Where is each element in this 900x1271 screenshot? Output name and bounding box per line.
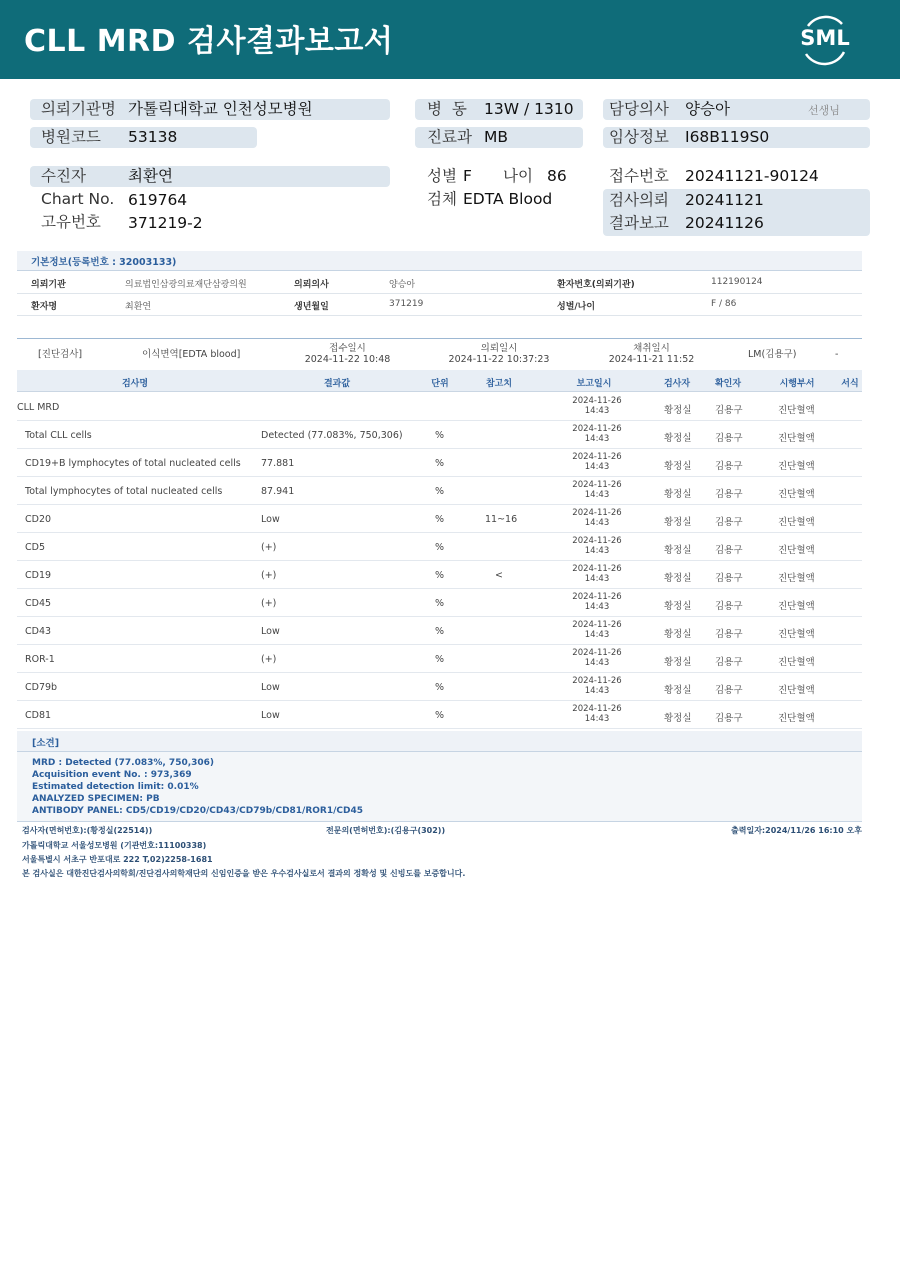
cell-time: 14:43: [584, 462, 610, 472]
cell-tester: 황정실: [664, 433, 692, 444]
cell-date: 2024-11-26: [572, 480, 622, 490]
cell-time: 14:43: [584, 406, 610, 416]
cell-checker: 김용구: [715, 489, 743, 500]
cell-date: 2024-11-26: [572, 648, 622, 658]
info-value: 371219: [389, 299, 424, 309]
spec-requested-label: 의뢰일시: [480, 343, 518, 354]
cell-reference: <: [495, 570, 503, 581]
cell-checker: 김용구: [715, 461, 743, 472]
clinical-value: I68B119S0: [685, 128, 770, 146]
cell-report-date: [562, 396, 632, 416]
col-unit: 단위: [431, 379, 449, 389]
cell-test-name: CD43: [25, 626, 52, 637]
spec-lm: LM(김용구): [748, 349, 797, 360]
cell-unit: %: [435, 626, 445, 637]
cell-time: 14:43: [584, 574, 610, 584]
cell-unit: %: [435, 654, 445, 665]
cell-department: 진단혈액: [778, 433, 815, 444]
cell-department: 진단혈액: [778, 713, 815, 724]
cell-report-date: [562, 536, 632, 556]
chart-value: 619764: [128, 191, 188, 209]
cell-time: 14:43: [584, 546, 610, 556]
spec-requested-value: 2024-11-22 10:37:23: [448, 354, 550, 365]
cell-date: 2024-11-26: [572, 564, 622, 574]
unique-value: 371219-2: [128, 214, 203, 232]
report-value: 20241126: [685, 214, 764, 232]
cell-report-date: [562, 480, 632, 500]
findings-body: [17, 752, 862, 822]
finding-line: MRD : Detected (77.083%, 750,306): [32, 758, 215, 768]
cell-report-date: [562, 620, 632, 640]
cell-time: 14:43: [584, 658, 610, 668]
cell-result: Low: [261, 710, 280, 721]
unique-label: 고유번호: [41, 213, 101, 231]
cell-checker: 김용구: [715, 601, 743, 612]
cell-tester: 황정실: [664, 517, 692, 528]
finding-line: Estimated detection limit: 0.01%: [32, 782, 199, 792]
sml-logo: [796, 12, 854, 66]
cell-unit: %: [435, 598, 445, 609]
cell-test-name: CD5: [25, 542, 45, 553]
info-key: 환자번호(의뢰기관): [557, 280, 635, 290]
cell-result: (+): [261, 542, 277, 553]
department-value: MB: [484, 128, 509, 146]
cell-time: 14:43: [584, 518, 610, 528]
cell-tester: 황정실: [664, 657, 692, 668]
cell-result: Low: [261, 514, 280, 525]
cell-tester: 황정실: [664, 629, 692, 640]
cell-tester: 황정실: [664, 713, 692, 724]
cell-tester: 황정실: [664, 685, 692, 696]
table-row: [17, 589, 862, 617]
info-key: 의뢰의사: [294, 280, 329, 290]
cell-result: Low: [261, 626, 280, 637]
spec-category: [진단검사]: [38, 349, 83, 360]
basic-info-row-1: [17, 272, 862, 294]
cell-test-name: CD81: [25, 710, 52, 721]
cell-checker: 김용구: [715, 685, 743, 696]
cell-test-name: CD45: [25, 598, 52, 609]
col-format: 서식: [841, 379, 859, 389]
spec-received-label: 접수일시: [329, 343, 366, 354]
cell-checker: 김용구: [715, 713, 743, 724]
report-label: 결과보고: [609, 214, 669, 232]
cell-department: 진단혈액: [778, 573, 815, 584]
specimen-divider: [17, 338, 862, 339]
request-label: 검사의뢰: [609, 191, 669, 209]
cell-test-name: CD79b: [25, 682, 58, 693]
col-report-date: 보고일시: [576, 379, 612, 389]
table-row: [17, 673, 862, 701]
finding-line: ANALYZED SPECIMEN: PB: [32, 794, 160, 804]
col-checker: 확인자: [714, 379, 742, 389]
cell-unit: %: [435, 542, 445, 553]
patient-value: 최환연: [128, 167, 173, 185]
cell-test-name: Total CLL cells: [25, 430, 92, 441]
table-row: [17, 533, 862, 561]
cell-report-date: [562, 648, 632, 668]
cell-test-name: ROR-1: [25, 654, 55, 665]
cell-result: (+): [261, 654, 277, 665]
specimen-label: 검체: [427, 190, 457, 208]
table-row: [17, 701, 862, 729]
cell-unit: %: [435, 710, 445, 721]
cell-unit: %: [435, 682, 445, 693]
hospital-code-value: 53138: [128, 128, 178, 146]
cell-date: 2024-11-26: [572, 592, 622, 602]
info-value: 양승아: [389, 280, 416, 290]
spec-received-value: 2024-11-22 10:48: [304, 354, 391, 365]
logo-text: SML: [800, 26, 850, 50]
age-value: 86: [547, 167, 567, 185]
basic-info-row-2: [17, 294, 862, 316]
cell-time: 14:43: [584, 630, 610, 640]
findings-title: [소견]: [32, 738, 60, 749]
cell-result: (+): [261, 570, 277, 581]
table-row: [17, 393, 862, 421]
age-label: 나이: [503, 167, 533, 185]
finding-line: Acquisition event No. : 973,369: [32, 770, 192, 780]
cell-tester: 황정실: [664, 405, 692, 416]
cell-department: 진단혈액: [778, 405, 815, 416]
cell-report-date: [562, 424, 632, 444]
cell-department: 진단혈액: [778, 685, 815, 696]
ward-label: 병 동: [427, 100, 467, 118]
cell-checker: 김용구: [715, 657, 743, 668]
col-department: 시행부서: [779, 379, 815, 389]
report-title: CLL MRD 검사결과보고서: [24, 24, 394, 59]
spec-collected-value: 2024-11-21 11:52: [608, 354, 695, 365]
table-row: [17, 421, 862, 449]
clinical-label: 임상정보: [609, 128, 669, 146]
cell-department: 진단혈액: [778, 461, 815, 472]
cell-result: Low: [261, 682, 280, 693]
cell-tester: 황정실: [664, 461, 692, 472]
footer-printed: 출력일자:2024/11/26 16:10 오후: [731, 826, 862, 835]
institution-value: 가톨릭대학교 인천성모병원: [128, 100, 313, 118]
col-result: 결과값: [323, 379, 351, 389]
basic-info-header: [17, 251, 862, 271]
cell-date: 2024-11-26: [572, 452, 622, 462]
cell-test-name: CD19+B lymphocytes of total nucleated cells: [25, 458, 241, 469]
cell-unit: %: [435, 570, 445, 581]
cell-report-date: [562, 592, 632, 612]
cell-tester: 황정실: [664, 601, 692, 612]
patient-label: 수진자: [41, 167, 86, 185]
cell-checker: 김용구: [715, 405, 743, 416]
col-test-name: 검사명: [121, 379, 149, 389]
cell-date: 2024-11-26: [572, 508, 622, 518]
cell-checker: 김용구: [715, 573, 743, 584]
cell-test-name: CLL MRD: [17, 402, 60, 413]
doctor-value: 양승아: [685, 100, 730, 118]
cell-department: 진단혈액: [778, 601, 815, 612]
cell-result: (+): [261, 598, 277, 609]
cell-report-date: [562, 452, 632, 472]
cell-tester: 황정실: [664, 573, 692, 584]
cell-unit: %: [435, 458, 445, 469]
institution-label: 의뢰기관명: [41, 100, 116, 118]
doctor-suffix: 선생님: [808, 104, 840, 117]
basic-info-title: 기본정보(등록번호 : 32003133): [31, 257, 177, 268]
cell-time: 14:43: [584, 434, 610, 444]
spec-specimen: 이식면역[EDTA blood]: [142, 349, 241, 360]
table-row: [17, 477, 862, 505]
cell-checker: 김용구: [715, 545, 743, 556]
cell-date: 2024-11-26: [572, 396, 622, 406]
cell-department: 진단혈액: [778, 545, 815, 556]
cell-unit: %: [435, 514, 445, 525]
sex-value: F: [463, 167, 472, 185]
cell-unit: %: [435, 430, 445, 441]
department-label: 진료과: [427, 128, 472, 146]
cell-result: 87.941: [261, 486, 295, 497]
info-value: 112190124: [711, 277, 763, 287]
doctor-label: 담당의사: [609, 100, 669, 118]
ward-value: 13W / 1310: [484, 100, 574, 118]
cell-checker: 김용구: [715, 433, 743, 444]
cell-department: 진단혈액: [778, 629, 815, 640]
cell-department: 진단혈액: [778, 517, 815, 528]
cell-date: 2024-11-26: [572, 704, 622, 714]
spec-collected-label: 채취일시: [633, 343, 670, 354]
table-row: [17, 505, 862, 533]
info-key: 성별/나이: [557, 302, 596, 312]
cell-report-date: [562, 508, 632, 528]
cell-reference: 11~16: [485, 514, 518, 525]
cell-unit: %: [435, 486, 445, 497]
cell-date: 2024-11-26: [572, 424, 622, 434]
cell-time: 14:43: [584, 686, 610, 696]
footer-address: 서울특별시 서초구 반포대로 222 T,02)2258-1681: [22, 855, 213, 864]
cell-result: 77.881: [261, 458, 295, 469]
info-value: 의료법인삼광의료재단삼광의원: [125, 280, 247, 290]
spec-dash: -: [835, 349, 839, 360]
results-table-header: [17, 370, 862, 392]
col-reference: 참고치: [485, 379, 513, 389]
report-header: [0, 0, 900, 79]
cell-tester: 황정실: [664, 545, 692, 556]
col-tester: 검사자: [663, 379, 691, 389]
table-row: [17, 617, 862, 645]
table-row: [17, 645, 862, 673]
finding-line: ANTIBODY PANEL: CD5/CD19/CD20/CD43/CD79b/CD81/ROR1/CD45: [32, 806, 364, 816]
info-key: 생년월일: [294, 302, 329, 312]
cell-report-date: [562, 564, 632, 584]
info-key: 의뢰기관: [31, 280, 66, 290]
receipt-label: 접수번호: [609, 167, 669, 185]
cell-tester: 황정실: [664, 489, 692, 500]
cell-time: 14:43: [584, 490, 610, 500]
info-value: F / 86: [711, 299, 737, 309]
cell-report-date: [562, 704, 632, 724]
cell-checker: 김용구: [715, 629, 743, 640]
cell-report-date: [562, 676, 632, 696]
cell-department: 진단혈액: [778, 657, 815, 668]
cell-department: 진단혈액: [778, 489, 815, 500]
cell-result: Detected (77.083%, 750,306): [261, 430, 403, 441]
table-row: [17, 449, 862, 477]
cell-time: 14:43: [584, 714, 610, 724]
cell-checker: 김용구: [715, 517, 743, 528]
hospital-code-label: 병원코드: [41, 128, 101, 146]
cell-date: 2024-11-26: [572, 676, 622, 686]
footer-tester: 검사자(면허번호):(황정실(22514)): [22, 826, 153, 835]
request-value: 20241121: [685, 191, 764, 209]
table-row: [17, 561, 862, 589]
cell-date: 2024-11-26: [572, 620, 622, 630]
footer-specialist: 전문의(면허번호):(김용구(302)): [326, 826, 446, 835]
findings-header: [17, 731, 862, 752]
footer-hospital: 가톨릭대학교 서울성모병원 (기관번호:11100338): [22, 841, 207, 850]
receipt-value: 20241121-90124: [685, 167, 819, 185]
footer-certification: 본 검사실은 대한진단검사의학회/진단검사의학재단의 신임인증을 받은 우수검사실로서 결과의 정확성 및 신빙도를 보증합니다.: [22, 869, 466, 878]
cell-test-name: CD19: [25, 570, 52, 581]
sex-label: 성별: [427, 167, 457, 185]
cell-test-name: Total lymphocytes of total nucleated cells: [25, 486, 223, 497]
info-value: 최환연: [125, 302, 152, 312]
info-key: 환자명: [31, 302, 58, 312]
chart-label: Chart No.: [41, 190, 115, 208]
cell-time: 14:43: [584, 602, 610, 612]
specimen-value: EDTA Blood: [463, 190, 553, 208]
cell-test-name: CD20: [25, 514, 52, 525]
cell-date: 2024-11-26: [572, 536, 622, 546]
